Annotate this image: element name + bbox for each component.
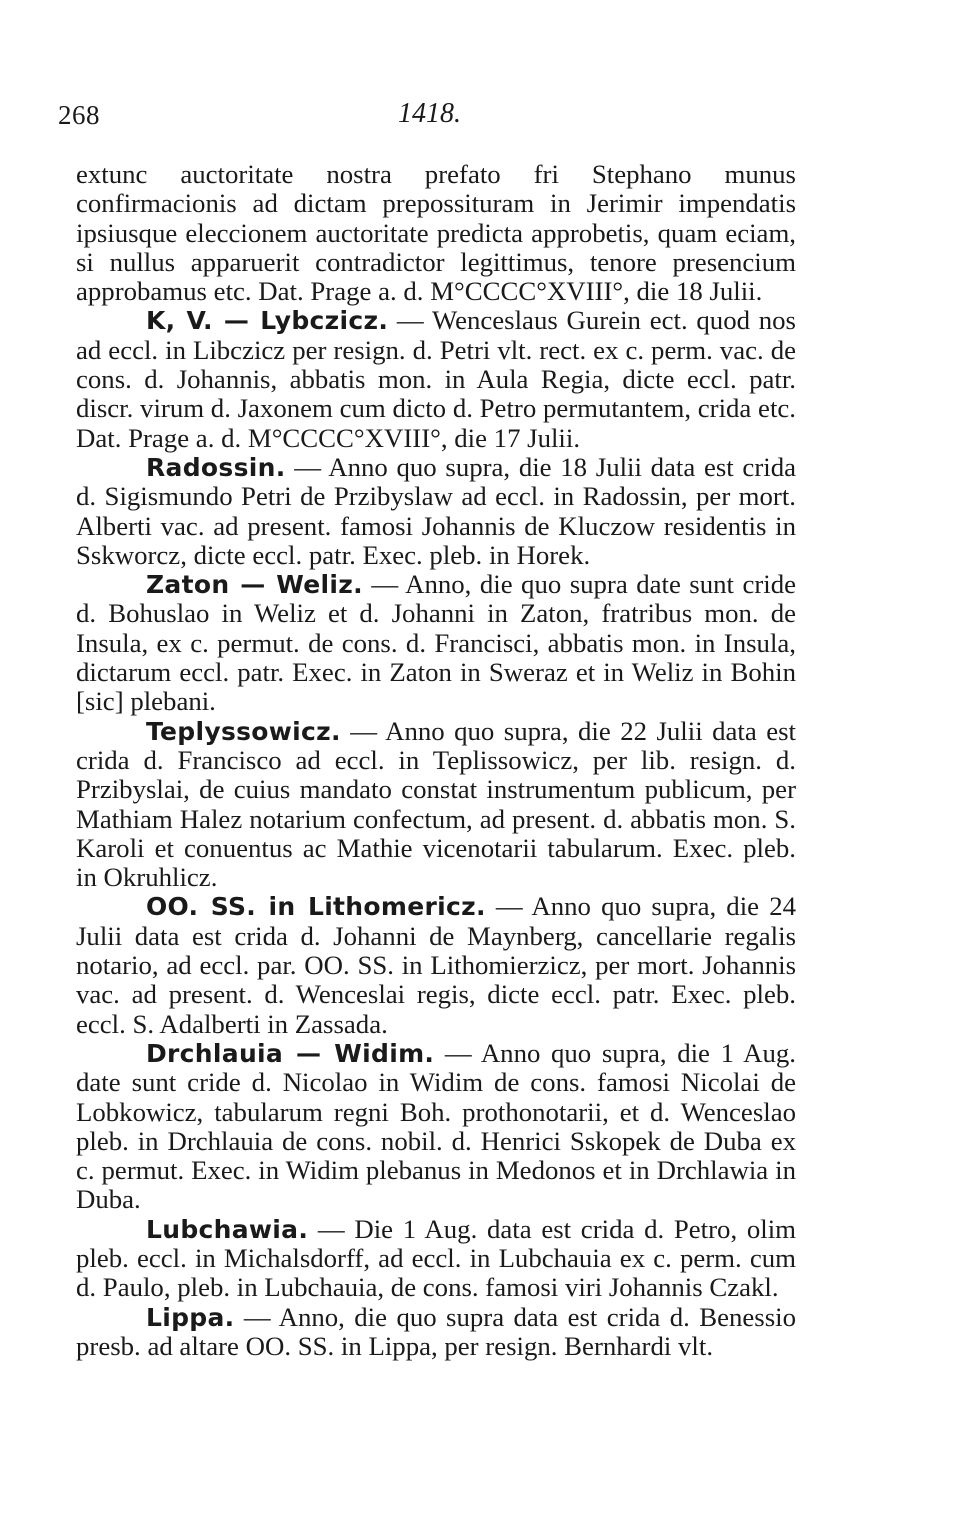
entry-lubchawia (76, 1215, 796, 1303)
entry-heading: K, V. — Lybczicz. (146, 306, 389, 336)
entry-heading: Teplyssowicz. (146, 716, 341, 746)
entry-heading: Drchlauia — Widim. (146, 1038, 435, 1068)
page-number: 268 (58, 100, 100, 130)
entry-text: — Anno quo supra, die 24 Julii data est crida d. Johanni de Maynberg, cancellarie regalis notario, ad eccl. par. OO. SS. in Lithomierzicz, per mort. Johannis vac. ad present. d. Wenceslai regis, dicte eccl. patr. Exec. pleb. eccl. S. Adalberti in Zassada. (76, 891, 796, 1039)
running-head-year: 1418. (398, 98, 461, 129)
entry-text: — Die 1 Aug. data est crida d. Petro, olim pleb. eccl. in Michalsdorff, ad eccl. in Lubchauia ex c. perm. cum d. Paulo, pleb. in Lubchauia, de cons. famosi viri Johannis Czakl. (76, 1213, 796, 1303)
entry-lippa (76, 1303, 796, 1362)
entry-teplyssowicz (76, 717, 796, 893)
entry-text: — Anno, die quo supra date sunt cride d. Bohuslao in Weliz et d. Johanni in Zaton, fratribus mon. de Insula, ex c. permut. de cons. d. Francisci, abbatis mon. in Insula, dictarum eccl. patr. Exec. in Zaton in Sweraz et in Weliz in Bohin [sic] plebani. (76, 569, 796, 717)
entry-text: — Wenceslaus Gurein ect. quod nos ad eccl. in Libczicz per resign. d. Petri vlt. rect. ex c. perm. vac. de cons. d. Johannis, abbatis mon. in Aula Regia, dicte eccl. patr. discr. virum d. Jaxonem cum dicto d. Petro permutantem, crida etc. Dat. Prage a. d. M°CCCC°XVIII°, die 17 Julii. (76, 305, 796, 453)
paragraph-text: extunc auctoritate nostra prefato fri Stephano munus confirmacionis ad dictam prepossituram in Jerimir impendatis ipsiusque eleccionem auctoritate predicta approbetis, quam eciam, si nullus apparuerit contradictor legittimus, tenore presencium approbamus etc. Dat. Prage a. d. M°CCCC°XVIII°, die 18 Julii. (76, 159, 796, 307)
entry-text: — Anno quo supra, die 18 Julii data est crida d. Sigismundo Petri de Przibyslaw ad eccl. in Radossin, per mort. Alberti vac. ad present. famosi Johannis de Kluczow residentis in Sskworcz, dicte eccl. patr. Exec. pleb. in Horek. (76, 451, 796, 570)
entry-radossin (76, 453, 796, 570)
entry-heading: OO. SS. in Lithomericz. (146, 892, 486, 922)
entry-zaton-weliz (76, 570, 796, 716)
entry-heading: Lubchawia. (146, 1214, 309, 1244)
entry-text: — Anno quo supra, die 22 Julii data est crida d. Francisco ad eccl. in Teplissowicz, per lib. resign. d. Przibyslai, de cuius mandato constat instrumentum publicum, per Mathiam Halez notarium confectum, ad present. d. abbatis mon. S. Karoli et conuentus ac Mathie vicenotarii tabularum. Exec. pleb. in Okruhlicz. (76, 715, 796, 893)
entry-heading: Radossin. (146, 452, 286, 482)
entry-heading: Lippa. (146, 1302, 235, 1332)
entry-drchlauia-widim (76, 1039, 796, 1215)
body-text (76, 160, 796, 1361)
entry-text: — Anno quo supra, die 1 Aug. date sunt cride d. Nicolao in Widim de cons. famosi Nicolai de Lobkowicz, tabularum regni Boh. prothonotarii, et d. Wenceslao pleb. in Drchlauia de cons. nobil. d. Henrici Sskopek de Duba ex c. permut. Exec. in Widim plebanus in Medonos et in Drchlawia in Duba. (76, 1037, 796, 1215)
entry-lithomericz (76, 892, 796, 1038)
entry-heading: Zaton — Weliz. (146, 570, 363, 600)
entry-text: — Anno, die quo supra data est crida d. Benessio presb. ad altare OO. SS. in Lippa, per resign. Bernhardi vlt. (76, 1301, 796, 1361)
entry-lybczicz (76, 306, 796, 452)
paragraph-continuation (76, 160, 796, 306)
